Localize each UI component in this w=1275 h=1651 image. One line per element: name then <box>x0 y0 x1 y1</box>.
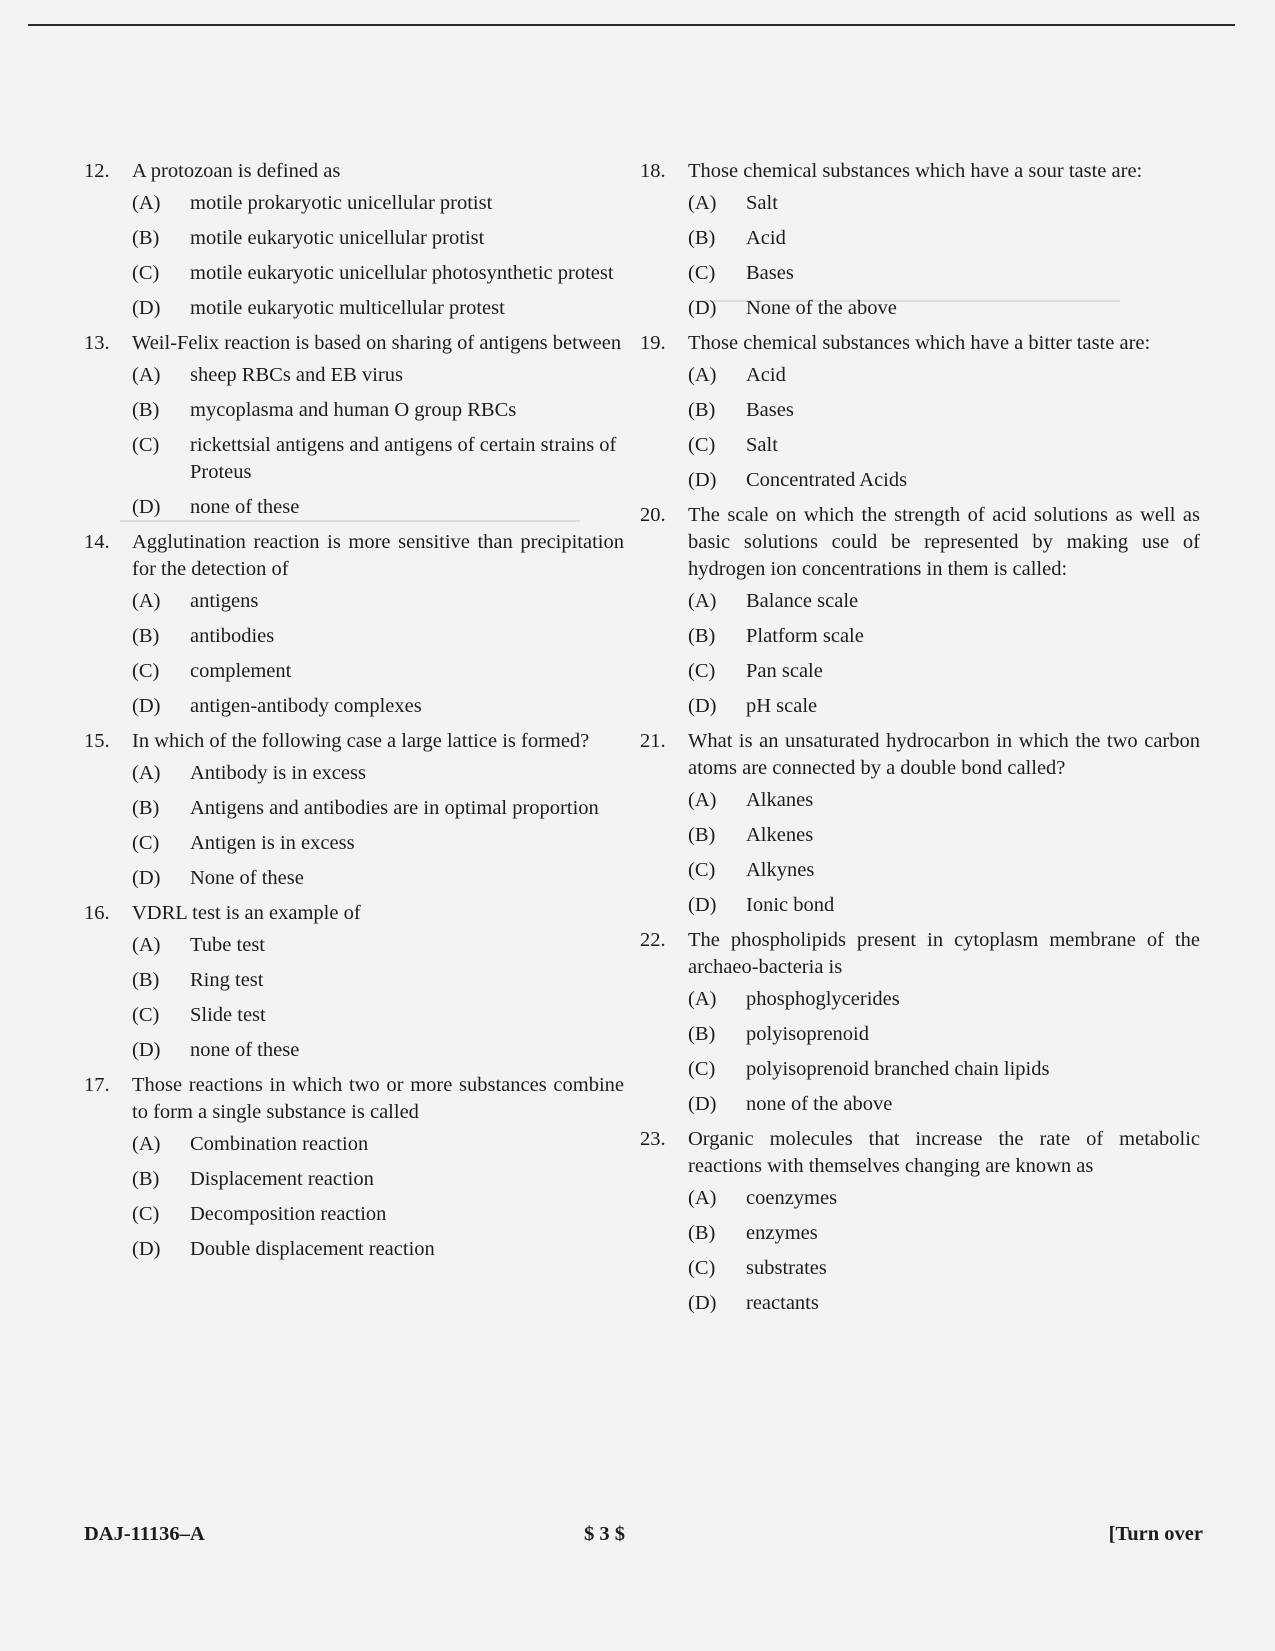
option-label: (D) <box>132 695 161 717</box>
option-text: motile eukaryotic multicellular protest <box>190 297 505 319</box>
option-text: antibodies <box>190 625 275 647</box>
answer-option <box>688 822 1200 849</box>
option-label: (D) <box>132 496 161 518</box>
question-body <box>132 728 624 892</box>
question-text: Those chemical substances which have a sour taste are: <box>688 160 1143 182</box>
answer-option <box>132 693 624 720</box>
question-number: 13. <box>84 332 110 354</box>
answer-option <box>132 397 624 424</box>
option-text: antigens <box>190 590 259 612</box>
answer-option <box>132 760 624 787</box>
option-text: None of these <box>190 867 304 889</box>
question-number: 14. <box>84 531 110 553</box>
question-text: The scale on which the strength of acid solutions as well as basic solutions could be represented by making use of hydrogen ion concentrations in them is called: <box>688 504 1200 580</box>
answer-option <box>132 1236 624 1263</box>
question-body <box>688 728 1200 919</box>
answer-option <box>132 1037 624 1064</box>
option-label: (C) <box>688 262 716 284</box>
question-body <box>132 330 624 521</box>
answer-options <box>132 362 624 521</box>
option-text: substrates <box>746 1257 827 1279</box>
paper-code: DAJ-11136–A <box>84 1523 205 1545</box>
option-label: (B) <box>132 1168 160 1190</box>
option-text: Bases <box>746 262 794 284</box>
answer-options <box>132 760 624 892</box>
option-label: (B) <box>688 1023 716 1045</box>
question-12 <box>84 158 624 322</box>
answer-option <box>688 1290 1200 1317</box>
question-16 <box>84 900 624 1064</box>
option-text: Antigen is in excess <box>190 832 355 854</box>
option-text: pH scale <box>746 695 818 717</box>
answer-option <box>688 1021 1200 1048</box>
option-label: (A) <box>132 192 161 214</box>
question-number: 17. <box>84 1074 110 1096</box>
question-body <box>688 158 1200 322</box>
option-label: (A) <box>688 364 717 386</box>
option-label: (B) <box>688 227 716 249</box>
option-label: (D) <box>132 1238 161 1260</box>
question-19 <box>640 330 1200 494</box>
option-text: Alkynes <box>746 859 815 881</box>
question-number: 22. <box>640 929 666 951</box>
option-text: enzymes <box>746 1222 818 1244</box>
option-text: Platform scale <box>746 625 864 647</box>
answer-options <box>688 588 1200 720</box>
answer-options <box>688 986 1200 1118</box>
question-21 <box>640 728 1200 919</box>
answer-option <box>132 932 624 959</box>
option-text: Balance scale <box>746 590 859 612</box>
option-text: Pan scale <box>746 660 823 682</box>
option-text: Acid <box>746 227 786 249</box>
option-text: motile eukaryotic unicellular protist <box>190 227 485 249</box>
question-number: 21. <box>640 730 666 752</box>
option-label: (D) <box>132 297 161 319</box>
option-text: Antigens and antibodies are in optimal proportion <box>190 797 599 819</box>
option-label: (A) <box>688 590 717 612</box>
option-label: (C) <box>132 660 160 682</box>
option-text: Displacement reaction <box>190 1168 374 1190</box>
answer-options <box>132 588 624 720</box>
option-label: (B) <box>132 227 160 249</box>
option-label: (D) <box>688 695 717 717</box>
option-label: (B) <box>132 969 160 991</box>
answer-option <box>132 1131 624 1158</box>
option-text: Double displacement reaction <box>190 1238 435 1260</box>
answer-option <box>132 1201 624 1228</box>
question-body <box>688 1126 1200 1317</box>
option-label: (B) <box>132 625 160 647</box>
answer-option <box>688 225 1200 252</box>
option-text: Acid <box>746 364 786 386</box>
question-number: 16. <box>84 902 110 924</box>
option-text: reactants <box>746 1292 819 1314</box>
answer-options <box>688 1185 1200 1317</box>
question-text: Those chemical substances which have a bitter taste are: <box>688 332 1151 354</box>
question-number: 12. <box>84 160 110 182</box>
option-label: (A) <box>688 192 717 214</box>
question-body <box>132 158 624 322</box>
option-text: None of the above <box>746 297 897 319</box>
option-label: (C) <box>688 1257 716 1279</box>
answer-options <box>688 362 1200 494</box>
option-label: (B) <box>688 399 716 421</box>
answer-option <box>132 865 624 892</box>
answer-options <box>132 190 624 322</box>
answer-option <box>688 787 1200 814</box>
answer-option <box>132 588 624 615</box>
option-text: mycoplasma and human O group RBCs <box>190 399 517 421</box>
answer-option <box>132 295 624 322</box>
option-label: (C) <box>132 434 160 456</box>
option-label: (B) <box>688 625 716 647</box>
option-text: polyisoprenoid <box>746 1023 869 1045</box>
page-footer <box>84 1523 1203 1553</box>
option-label: (B) <box>132 399 160 421</box>
question-18 <box>640 158 1200 322</box>
option-label: (C) <box>132 1203 160 1225</box>
option-text: Ring test <box>190 969 264 991</box>
question-body <box>132 900 624 1064</box>
question-text: Weil-Felix reaction is based on sharing of antigens between <box>132 332 622 354</box>
answer-option <box>688 295 1200 322</box>
option-text: Concentrated Acids <box>746 469 908 491</box>
option-label: (A) <box>688 1187 717 1209</box>
question-22 <box>640 927 1200 1118</box>
option-label: (B) <box>132 797 160 819</box>
option-text: phosphoglycerides <box>746 988 900 1010</box>
answer-option <box>132 623 624 650</box>
answer-option <box>132 658 624 685</box>
question-text: Agglutination reaction is more sensitive than precipitation for the detection of <box>132 531 624 580</box>
question-13 <box>84 330 624 521</box>
answer-option <box>688 1255 1200 1282</box>
left-column <box>84 158 624 1271</box>
answer-option <box>132 830 624 857</box>
answer-option <box>132 1002 624 1029</box>
question-text: The phospholipids present in cytoplasm membrane of the archaeo-bacteria is <box>688 929 1200 978</box>
answer-option <box>132 967 624 994</box>
option-text: Slide test <box>190 1004 266 1026</box>
option-label: (A) <box>688 789 717 811</box>
page-top-edge <box>28 24 1235 26</box>
option-text: Tube test <box>190 934 265 956</box>
option-label: (D) <box>132 1039 161 1061</box>
answer-option <box>132 494 624 521</box>
question-17 <box>84 1072 624 1263</box>
question-body <box>132 1072 624 1263</box>
answer-option <box>132 362 624 389</box>
option-label: (D) <box>132 867 161 889</box>
option-text: Salt <box>746 434 778 456</box>
option-label: (C) <box>688 434 716 456</box>
answer-option <box>688 467 1200 494</box>
option-label: (B) <box>688 1222 716 1244</box>
answer-option <box>688 658 1200 685</box>
answer-option <box>132 260 624 287</box>
answer-option <box>688 1220 1200 1247</box>
answer-option <box>688 1056 1200 1083</box>
option-label: (D) <box>688 1093 717 1115</box>
option-text: coenzymes <box>746 1187 838 1209</box>
option-label: (D) <box>688 469 717 491</box>
answer-options <box>688 190 1200 322</box>
option-text: motile eukaryotic unicellular photosynthetic protest <box>190 262 614 284</box>
answer-option <box>688 986 1200 1013</box>
option-label: (A) <box>132 934 161 956</box>
question-text: Those reactions in which two or more substances combine to form a single substance is called <box>132 1074 624 1123</box>
question-number: 19. <box>640 332 666 354</box>
answer-option <box>132 432 624 486</box>
answer-option <box>132 1166 624 1193</box>
question-number: 23. <box>640 1128 666 1150</box>
question-body <box>688 927 1200 1118</box>
question-14 <box>84 529 624 720</box>
option-text: Bases <box>746 399 794 421</box>
question-body <box>132 529 624 720</box>
option-text: Decomposition reaction <box>190 1203 387 1225</box>
option-label: (C) <box>688 1058 716 1080</box>
answer-option <box>688 693 1200 720</box>
option-text: none of the above <box>746 1093 893 1115</box>
option-label: (A) <box>132 762 161 784</box>
answer-option <box>132 190 624 217</box>
option-label: (A) <box>132 1133 161 1155</box>
option-text: rickettsial antigens and antigens of certain strains of Proteus <box>190 434 617 483</box>
answer-option <box>132 225 624 252</box>
question-body <box>688 502 1200 720</box>
question-body <box>688 330 1200 494</box>
question-text: Organic molecules that increase the rate of metabolic reactions with themselves changing are known as <box>688 1128 1200 1177</box>
option-label: (D) <box>688 1292 717 1314</box>
option-label: (C) <box>132 262 160 284</box>
option-label: (A) <box>688 988 717 1010</box>
answer-option <box>688 588 1200 615</box>
answer-options <box>132 1131 624 1263</box>
option-text: Alkenes <box>746 824 814 846</box>
option-text: complement <box>190 660 292 682</box>
page-number: $ 3 $ <box>584 1523 625 1545</box>
option-label: (C) <box>132 1004 160 1026</box>
option-text: none of these <box>190 1039 300 1061</box>
option-label: (D) <box>688 297 717 319</box>
turn-over-note: [Turn over <box>1108 1523 1203 1545</box>
answer-option <box>688 397 1200 424</box>
option-label: (A) <box>132 364 161 386</box>
question-23 <box>640 1126 1200 1317</box>
answer-options <box>688 787 1200 919</box>
answer-option <box>688 362 1200 389</box>
answer-option <box>688 432 1200 459</box>
option-text: Alkanes <box>746 789 814 811</box>
option-text: Ionic bond <box>746 894 835 916</box>
option-text: motile prokaryotic unicellular protist <box>190 192 493 214</box>
question-text: VDRL test is an example of <box>132 902 361 924</box>
question-text: What is an unsaturated hydrocarbon in which the two carbon atoms are connected by a double bond called? <box>688 730 1200 779</box>
option-label: (C) <box>688 660 716 682</box>
option-text: none of these <box>190 496 300 518</box>
option-text: sheep RBCs and EB virus <box>190 364 403 386</box>
option-label: (D) <box>688 894 717 916</box>
option-text: polyisoprenoid branched chain lipids <box>746 1058 1050 1080</box>
answer-option <box>688 1185 1200 1212</box>
option-label: (C) <box>132 832 160 854</box>
answer-option <box>132 795 624 822</box>
answer-option <box>688 1091 1200 1118</box>
answer-option <box>688 260 1200 287</box>
option-text: Combination reaction <box>190 1133 369 1155</box>
question-number: 18. <box>640 160 666 182</box>
question-20 <box>640 502 1200 720</box>
question-number: 15. <box>84 730 110 752</box>
answer-option <box>688 190 1200 217</box>
answer-option <box>688 857 1200 884</box>
option-text: antigen-antibody complexes <box>190 695 422 717</box>
option-text: Antibody is in excess <box>190 762 366 784</box>
question-text: A protozoan is defined as <box>132 160 341 182</box>
question-number: 20. <box>640 504 666 526</box>
option-label: (A) <box>132 590 161 612</box>
right-column <box>640 158 1200 1325</box>
question-text: In which of the following case a large lattice is formed? <box>132 730 590 752</box>
option-text: Salt <box>746 192 778 214</box>
answer-options <box>132 932 624 1064</box>
question-15 <box>84 728 624 892</box>
option-label: (B) <box>688 824 716 846</box>
answer-option <box>688 892 1200 919</box>
option-label: (C) <box>688 859 716 881</box>
answer-option <box>688 623 1200 650</box>
